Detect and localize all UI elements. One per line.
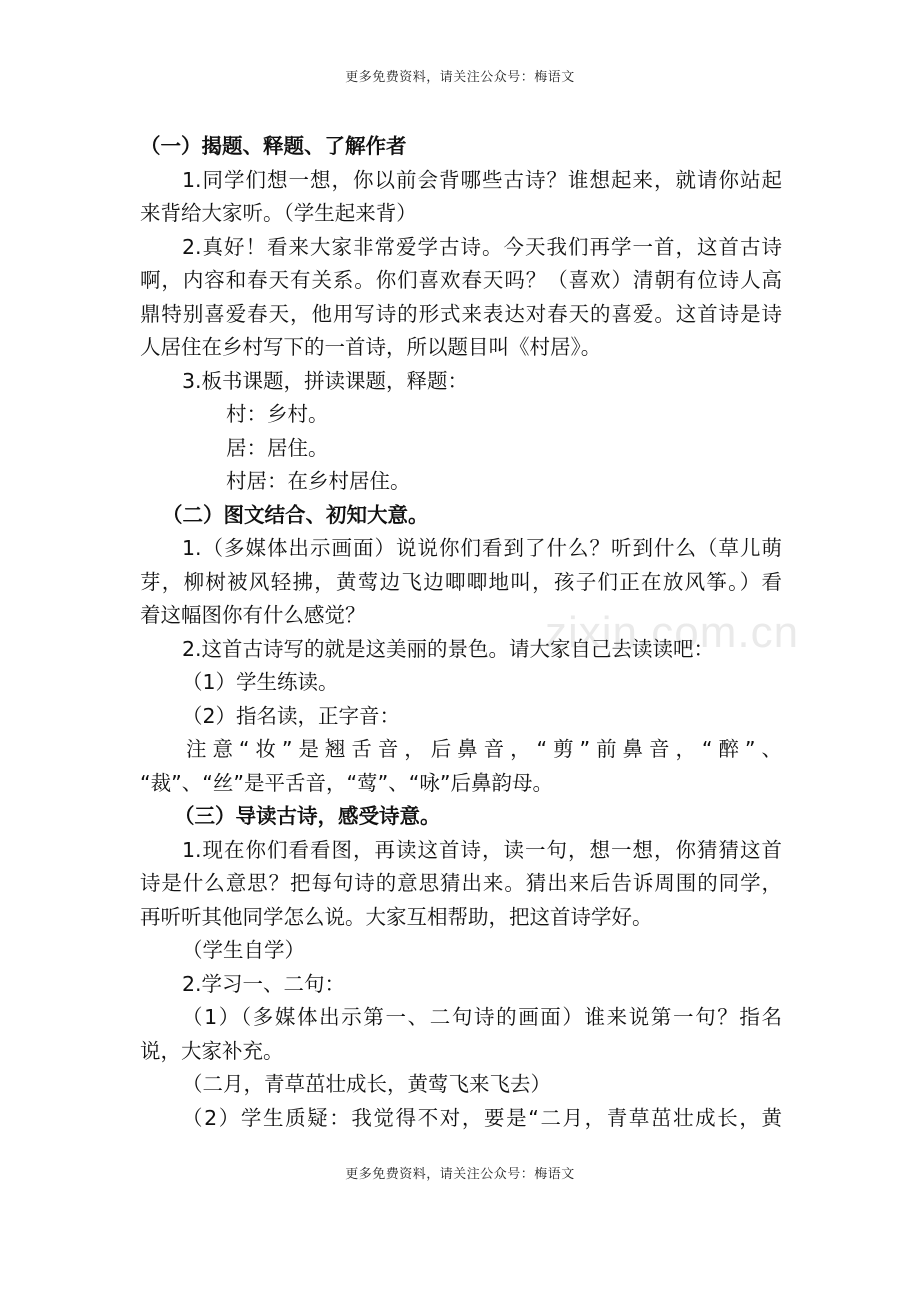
paragraph-line: 芽，柳树被风轻拂，黄莺边飞边唧唧地叫，孩子们正在放风筝。）看: [140, 569, 782, 594]
paragraph-line: 啊，内容和春天有关系。你们喜欢春天吗？（喜欢）清朝有位诗人高: [140, 268, 782, 292]
paragraph-line: （2）指名读，正字音：: [182, 703, 401, 728]
paragraph-line: 1.现在你们看看图，再读这首诗，读一句，想一想，你猜猜这首: [182, 837, 782, 862]
section-heading-1: （一）揭题、释题、了解作者: [140, 134, 407, 158]
paragraph-line: （1）（多媒体出示第一、二句诗的画面）谁来说第一句？指名: [182, 1005, 782, 1029]
page-footer: 更多免费资料，请关注公众号：梅语文: [345, 1167, 575, 1182]
paragraph-line: 来背给大家听。（学生起来背）: [140, 201, 417, 225]
document-body: [140, 130, 782, 1135]
definition-line: 村居：在乡村居住。: [226, 469, 411, 493]
definition-line: 村：乡村。: [226, 402, 329, 426]
paragraph-line: 3.板书课题，拼读课题，释题：: [182, 368, 469, 393]
paragraph-line: 着这幅图你有什么感觉？: [140, 603, 366, 627]
paragraph-line: 1.同学们想一想，你以前会背哪些古诗？谁想起来，就请你站起: [182, 167, 782, 192]
section-heading-2: （二）图文结合、初知大意。: [162, 502, 429, 527]
paragraph-line: “裁”、“丝”是平舌音，“莺”、“咏”后鼻韵母。: [140, 770, 553, 795]
paragraph-line: 再听听其他同学怎么说。大家互相帮助，把这首诗学好。: [140, 904, 653, 929]
section-heading-3: （三）导读古诗，感受诗意。: [174, 804, 441, 828]
paragraph-line: 人居住在乡村写下的一首诗，所以题目叫《村居》。: [140, 335, 602, 359]
paragraph-line: 说，大家补充。: [140, 1038, 284, 1063]
paragraph-line: 诗是什么意思？把每句诗的意思猜出来。猜出来后告诉周围的同学，: [140, 871, 782, 895]
paragraph-line: （1）学生练读。: [182, 670, 339, 694]
paragraph-line: 2.真好！看来大家非常爱学古诗。今天我们再学一首，这首古诗: [182, 234, 782, 259]
paragraph-line: 1.（多媒体出示画面）说说你们看到了什么？听到什么（草儿萌: [182, 536, 782, 560]
watermark: zixin.com.cn: [545, 608, 800, 657]
paragraph-line: （2）学生质疑：我觉得不对，要是“二月，青草茁壮成长，黄: [182, 1105, 782, 1130]
paragraph-line: 2.这首古诗写的就是这美丽的景色。请大家自己去读读吧：: [182, 636, 715, 661]
definition-line: 居：居住。: [226, 435, 329, 460]
paragraph-line: （二月，青草茁壮成长，黄莺飞来飞去）: [182, 1072, 551, 1096]
paragraph-line: 2.学习一、二句：: [182, 971, 346, 996]
paragraph-line: 鼎特别喜爱春天，他用写诗的形式来表达对春天的喜爱。这首诗是诗: [140, 301, 782, 326]
paragraph-line: 注意“妆”是翘舌音，后鼻音，“剪”前鼻音，“醉”、: [186, 737, 782, 761]
page-header: 更多免费资料，请关注公众号：梅语文: [345, 70, 575, 85]
paragraph-line: （学生自学）: [182, 938, 305, 962]
